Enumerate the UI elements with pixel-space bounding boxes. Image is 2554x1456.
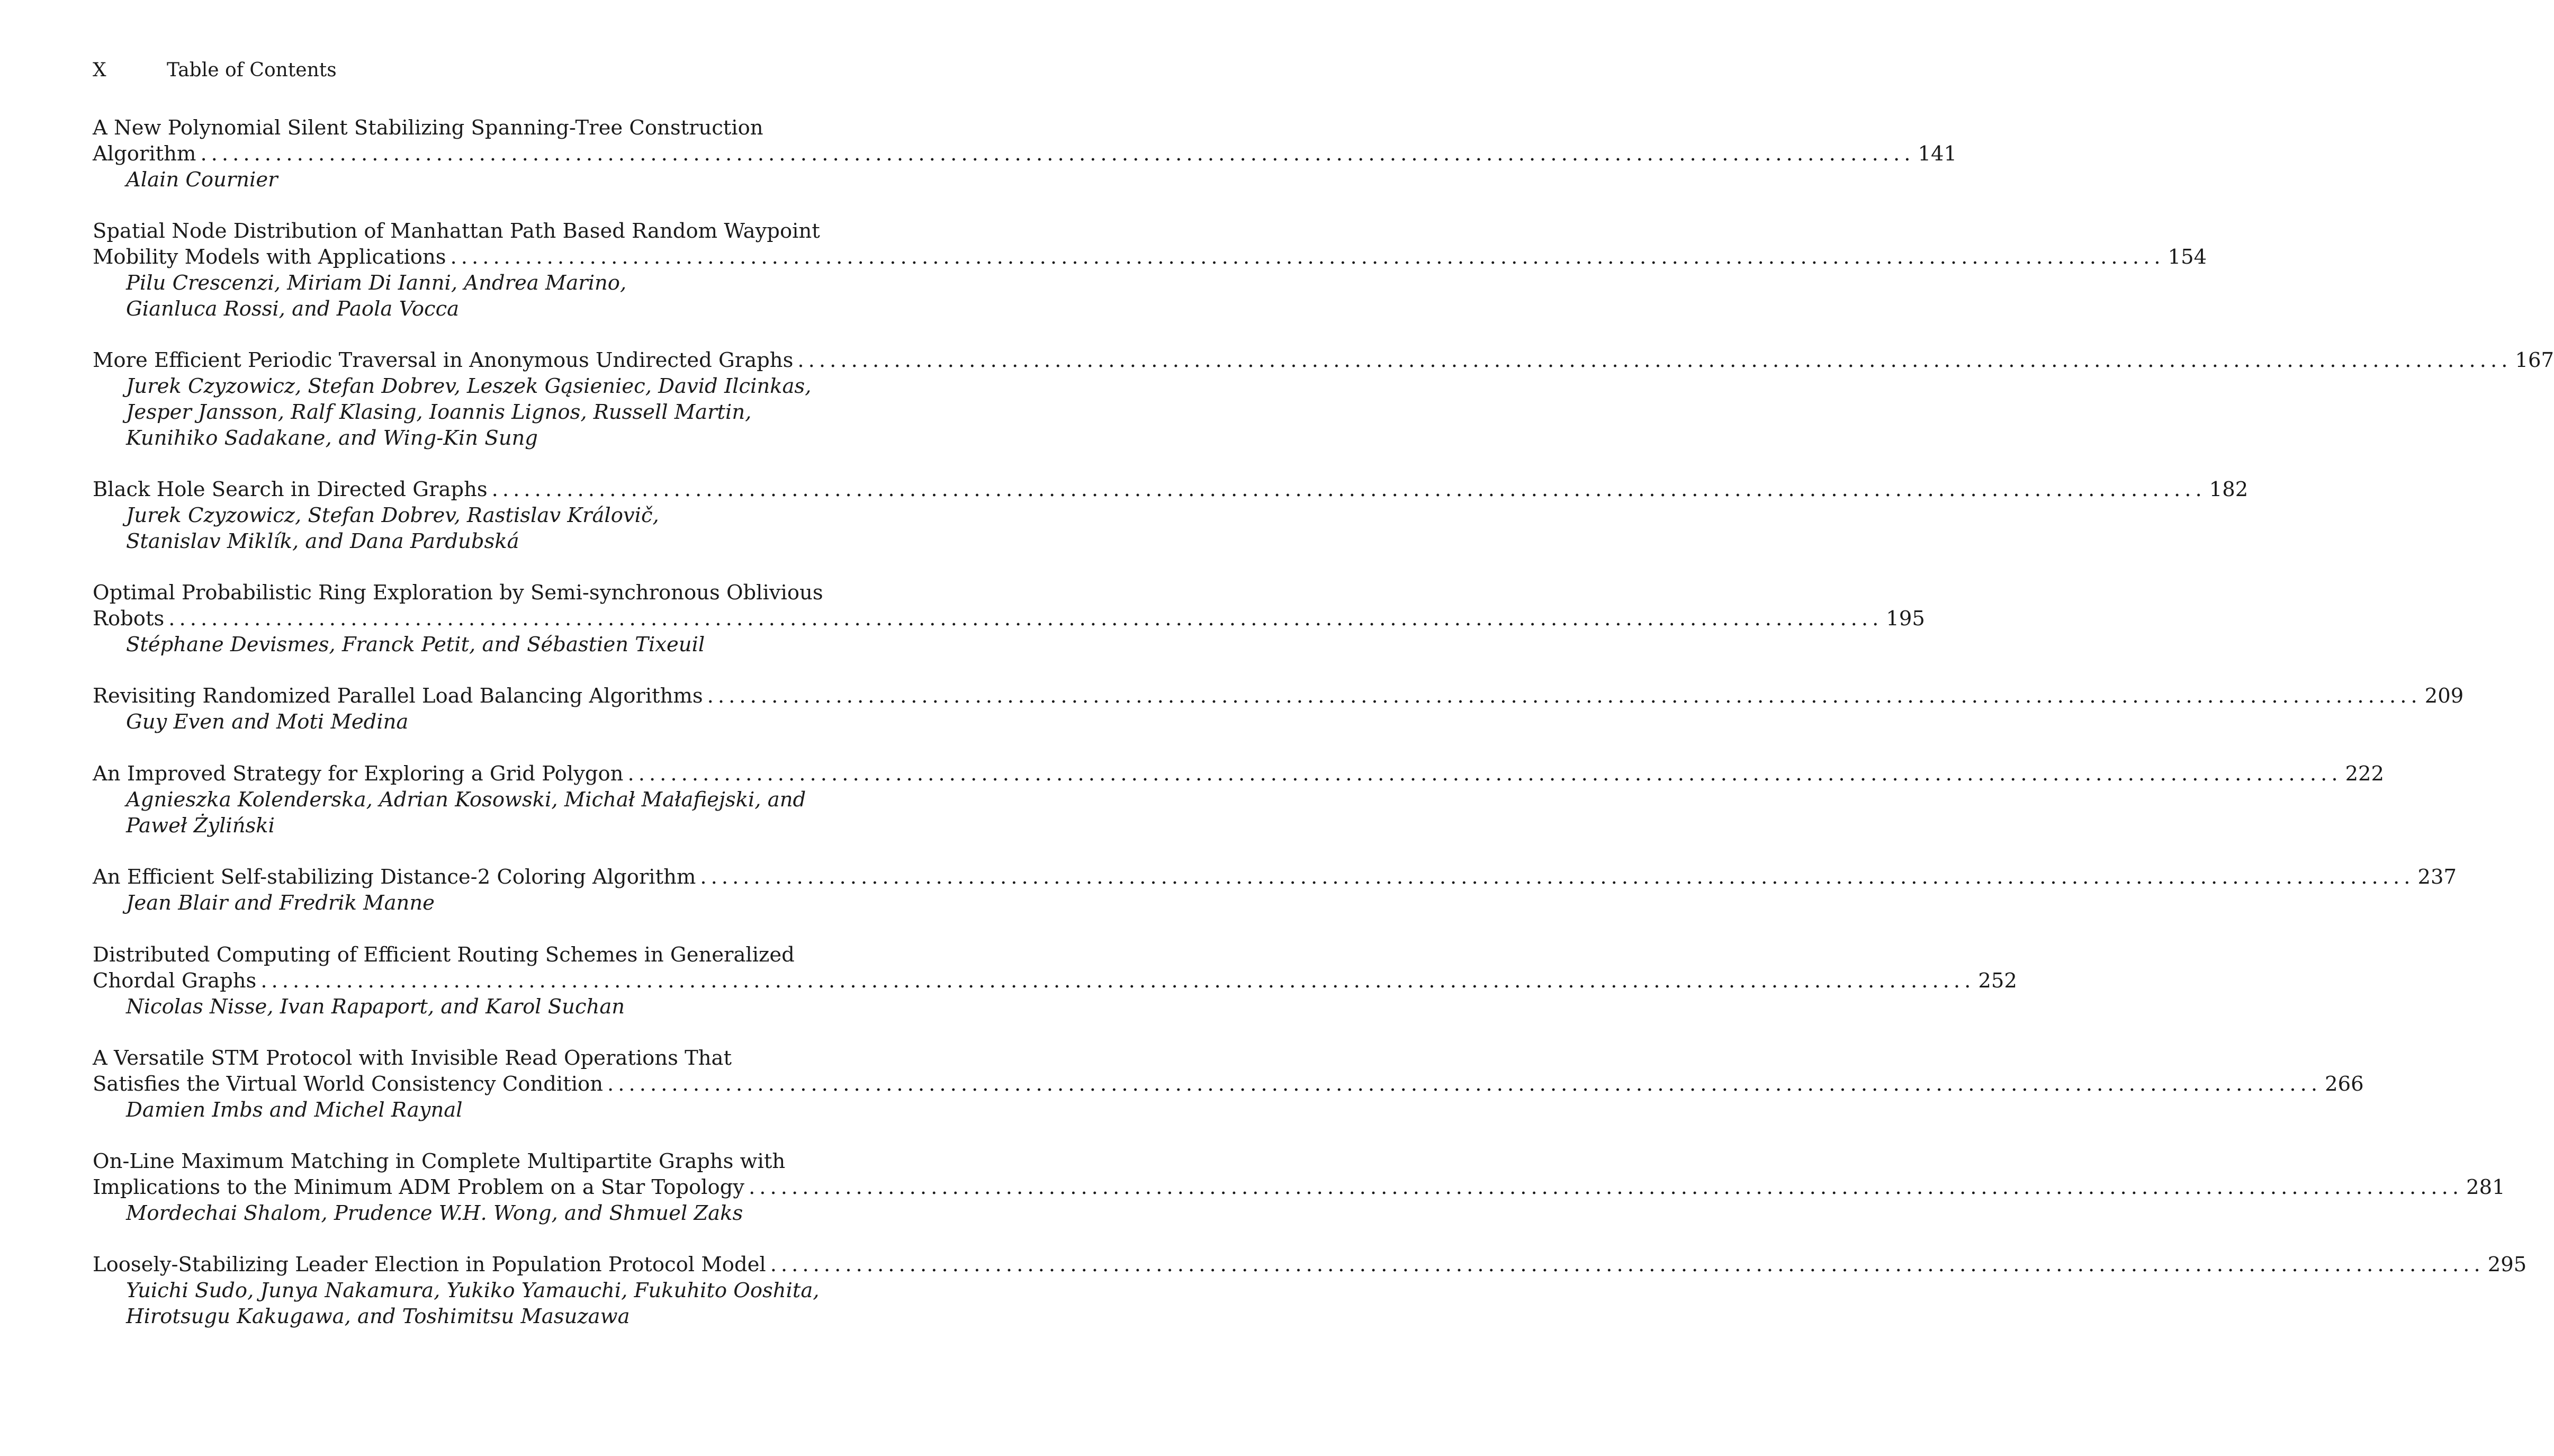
entry-authors: Yuichi Sudo, Junya Nakamura, Yukiko Yamauchi, Fukuhito Ooshita, [126,1279,820,1302]
entry-authors: Nicolas Nisse, Ivan Rapaport, and Karol Suchan [126,995,625,1019]
entry-authors: Jesper Jansson, Ralf Klasing, Ioannis Lignos, Russell Martin, [126,400,752,424]
entry-title-line [93,683,2464,709]
entry-title-line: Spatial Node Distribution of Manhattan Path Based Random Waypoint [93,219,820,243]
toc-entry[interactable] [93,1045,2364,1123]
entry-page-number[interactable]: 209 [2424,684,2464,708]
toc-entry[interactable] [93,942,2017,1020]
entry-title-text: Algorithm [93,142,196,166]
dot-leader: ................................................................................................................................................................ [770,1253,2485,1277]
entry-title-text: Black Hole Search in Directed Graphs [93,478,488,501]
entry-title-text: Chordal Graphs [93,969,257,993]
dot-leader: ................................................................................................................................................................ [260,969,1975,993]
toc-entry[interactable] [93,477,2249,554]
entry-page-number[interactable]: 195 [1886,607,1925,631]
entry-page-number[interactable]: 266 [2325,1072,2364,1096]
entry-authors: Stéphane Devismes, Franck Petit, and Sébastien Tixeuil [126,633,705,657]
entry-title-line [93,606,1925,632]
running-title: Table of Contents [167,59,337,81]
entry-page-number[interactable]: 154 [2168,245,2207,269]
entry-title-line: On-Line Maximum Matching in Complete Multipartite Graphs with [93,1149,786,1173]
toc-entry[interactable] [93,218,2207,322]
dot-leader: ................................................................................................................................................................ [168,607,1883,631]
toc-entry[interactable] [93,761,2385,839]
toc-entry[interactable] [93,864,2457,916]
dot-leader: ................................................................................................................................................................ [627,762,2342,786]
entry-title-text: Robots [93,607,165,631]
entry-title-line [93,864,2457,890]
toc-entry[interactable] [93,580,1925,658]
dot-leader: ................................................................................................................................................................ [707,684,2422,708]
entry-authors: Agnieszka Kolenderska, Adrian Kosowski, Michał Małafiejski, and [126,788,806,812]
entry-authors: Kunihiko Sadakane, and Wing-Kin Sung [126,426,538,450]
toc-entry[interactable] [93,115,1957,193]
entry-title-line [93,244,2207,270]
entry-authors: Jurek Czyzowicz, Stefan Dobrev, Rastislav Královič, [126,504,659,527]
dot-leader: ................................................................................................................................................................ [450,245,2165,269]
entry-authors: Jurek Czyzowicz, Stefan Dobrev, Leszek Gąsieniec, David Ilcinkas, [126,374,812,398]
entry-title-line: A New Polynomial Silent Stabilizing Spanning-Tree Construction [93,116,763,140]
running-head [93,57,855,84]
entry-page-number[interactable]: 252 [1978,969,2017,993]
entry-authors: Mordechai Shalom, Prudence W.H. Wong, and Shmuel Zaks [126,1201,743,1225]
entry-page-number[interactable]: 295 [2487,1253,2527,1277]
page-folio: X [93,59,106,81]
entry-authors: Guy Even and Moti Medina [126,710,409,734]
entry-page-number[interactable]: 182 [2209,478,2249,501]
entry-title-text: Implications to the Minimum ADM Problem on a Star Topology [93,1175,745,1199]
entry-authors: Alain Cournier [126,168,278,192]
entry-title-text: An Improved Strategy for Exploring a Grid Polygon [93,762,624,786]
entry-title-line [93,1071,2364,1097]
dot-leader: ................................................................................................................................................................ [200,142,1915,166]
entry-title-text: An Efficient Self-stabilizing Distance-2 Coloring Algorithm [93,865,696,889]
entry-authors: Jean Blair and Fredrik Manne [126,891,435,915]
entry-title-line [93,477,2249,502]
entry-page-number[interactable]: 141 [1918,142,1957,166]
toc-entry[interactable] [93,1148,2505,1226]
entry-page-number[interactable]: 222 [2345,762,2385,786]
toc-entry[interactable] [93,1252,2527,1329]
entry-page-number[interactable]: 237 [2417,865,2457,889]
dot-leader: ................................................................................................................................................................ [797,348,2512,372]
entry-title-line [93,1252,2527,1278]
entry-title-line [93,141,1957,167]
toc-entry[interactable] [93,683,2464,735]
entry-authors: Pilu Crescenzi, Miriam Di Ianni, Andrea Marino, [126,271,627,295]
dot-leader: ................................................................................................................................................................ [607,1072,2322,1096]
entry-authors: Stanislav Miklík, and Dana Pardubská [126,529,519,553]
entry-title-line [93,761,2385,787]
entry-title-line: Distributed Computing of Efficient Routing Schemes in Generalized [93,943,795,967]
entry-authors: Gianluca Rossi, and Paola Vocca [126,297,460,321]
entry-authors: Damien Imbs and Michel Raynal [126,1098,463,1122]
dot-leader: ................................................................................................................................................................ [700,865,2415,889]
entry-title-text: Satisfies the Virtual World Consistency Condition [93,1072,603,1096]
entry-title-line [93,1174,2505,1200]
entry-title-text: Revisiting Randomized Parallel Load Balancing Algorithms [93,684,703,708]
entry-authors: Hirotsugu Kakugawa, and Toshimitsu Masuzawa [126,1305,630,1328]
dot-leader: ................................................................................................................................................................ [491,478,2206,501]
entry-title-line: A Versatile STM Protocol with Invisible Read Operations That [93,1046,732,1070]
entry-title-text: More Efficient Periodic Traversal in Anonymous Undirected Graphs [93,348,794,372]
entry-title-line: Optimal Probabilistic Ring Exploration by Semi-synchronous Oblivious [93,581,823,605]
entry-title-text: Loosely-Stabilizing Leader Election in Population Protocol Model [93,1253,766,1277]
dot-leader: ................................................................................................................................................................ [749,1175,2463,1199]
entry-authors: Paweł Żyliński [126,814,275,838]
entry-title-line [93,968,2017,994]
entry-title-text: Mobility Models with Applications [93,245,446,269]
entry-title-line [93,347,2554,373]
toc-entry[interactable] [93,347,2554,451]
entry-page-number[interactable]: 281 [2466,1175,2505,1199]
entry-page-number[interactable]: 167 [2515,348,2554,372]
